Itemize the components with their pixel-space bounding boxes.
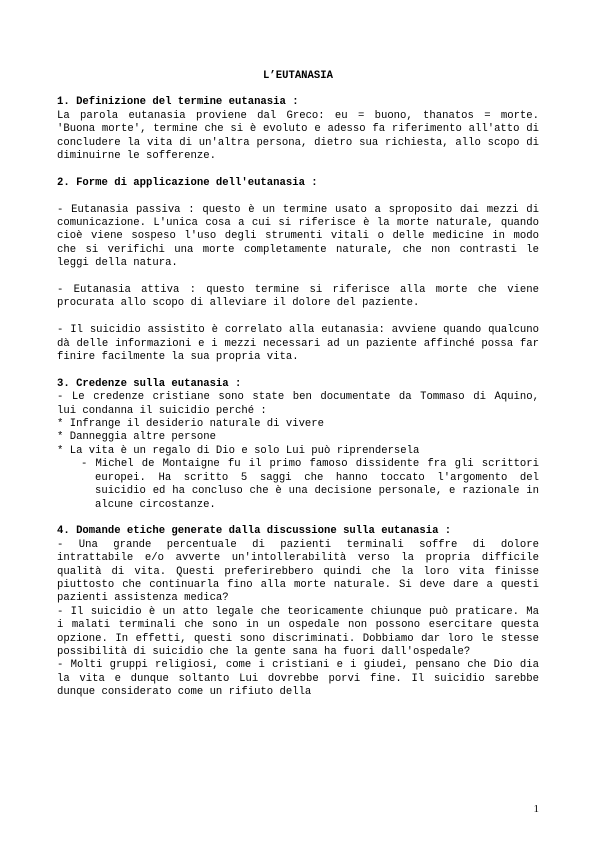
section-4-para-3: - Molti gruppi religiosi, come i cristiani e i giudei, pensano che Dio dia la vita e dunque soltanto Lui dovrebbe porvi fine. Il suicidio sarebbe dunque considerato come un rifiuto della	[57, 659, 539, 699]
section-3-bullet-3: * La vita è un regalo di Dio e solo Lui può riprendersela	[57, 444, 420, 457]
document-title: L’EUTANASIA	[263, 70, 333, 82]
section-2-item-suicidio: - Il suicidio assistito è correlato alla eutanasia: avviene quando qualcuno dà delle informazioni e i mezzi necessari ad un paziente affinché possa far finire facilmente la sua propria vita.	[57, 324, 539, 364]
section-4-para-2: - Il suicidio è un atto legale che teoricamente chiunque può praticare. Ma i malati terminali che sono in un ospedale non possono esercitare questa opzione. In effetti, questi sono discriminati. Dobbiamo dar loro le stesse possibilità di suicidio che la gente sana ha fuori dall'ospedale?	[57, 605, 539, 658]
section-3-heading: 3. Credenze sulla eutanasia :	[57, 377, 242, 390]
section-1-text: La parola eutanasia proviene dal Greco: eu = buono, thanatos = morte. 'Buona morte', termine che si è evoluto e adesso fa riferimento all'atto di concludere la vita di un'altra persona, dietro sua richiesta, allo scopo di diminuirne le sofferenze.	[57, 109, 539, 163]
section-3-bullet-1: * Infrange il desiderio naturale di vivere	[57, 418, 325, 431]
section-4-para-1: - Una grande percentuale di pazienti terminali soffre di dolore intrattabile e/o avverte un'intollerabilità verso la propria difficile qualità di vita. Questi preferirebbero quindi che la loro vita finisse piuttosto che continuarla fino alla morte naturale. Si deve dare a questi pazienti assistenza medica?	[57, 538, 539, 605]
section-1-heading: 1. Definizione del termine eutanasia :	[57, 96, 299, 109]
section-2-item-attiva: - Eutanasia attiva : questo termine si riferisce alla morte che viene procurata allo scopo di alleviare il dolore del paziente.	[57, 284, 539, 310]
section-3-intro: - Le credenze cristiane sono state ben documentate da Tommaso di Aquino, lui condanna il suicidio perché :	[57, 391, 539, 417]
section-3-sub-montaigne: - Michel de Montaigne fu il primo famoso dissidente fra gli scrittori europei. Ha scritto 5 saggi che hanno toccato l'argomento del suicidio ed ha concluso che è una decisione personale, e razionale in alcune circostanze.	[81, 458, 539, 511]
section-4-heading: 4. Domande etiche generate dalla discussione sulla eutanasia :	[57, 525, 452, 538]
document-page	[57, 70, 539, 700]
page-number: 1	[533, 803, 539, 815]
section-3-bullet-2: * Danneggia altre persone	[57, 431, 216, 444]
section-2-heading: 2. Forme di applicazione dell'eutanasia :	[57, 176, 318, 189]
section-2-item-passiva: - Eutanasia passiva : questo è un termine usato a sproposito dai mezzi di comunicazione. L'unica cosa a cui si riferisce è la morte naturale, quando cioè viene sospeso l'uso degli strumenti vitali o delle medicine in modo che si verifichi una morte completamente naturale, che non contrasti le leggi della natura.	[57, 203, 539, 270]
